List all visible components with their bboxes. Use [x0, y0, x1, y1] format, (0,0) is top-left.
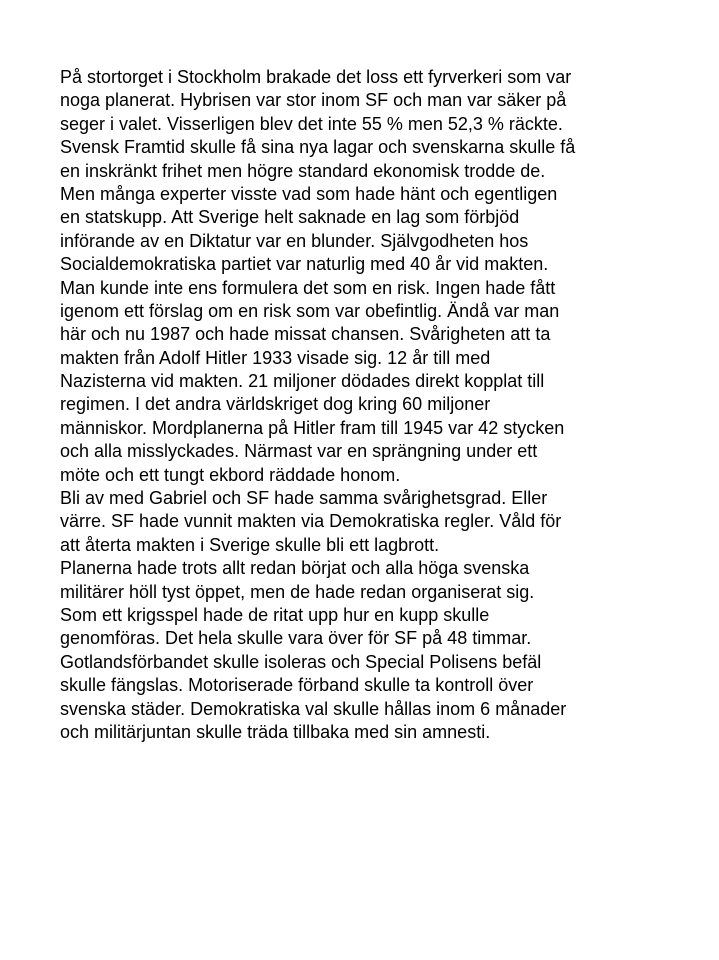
text-line: här och nu 1987 och hade missat chansen. Svårigheten att ta: [60, 324, 551, 345]
text-line: människor. Mordplanerna på Hitler fram till 1945 var 42 stycken: [60, 417, 565, 438]
text-line: regimen. I det andra världskriget dog kring 60 miljoner: [60, 394, 491, 415]
text-line: Bli av med Gabriel och SF hade samma svårighetsgrad. Eller: [60, 488, 548, 509]
text-line: möte och ett tungt ekbord räddade honom.: [60, 464, 401, 485]
text-line: en inskränkt frihet men högre standard ekonomisk trodde de.: [60, 160, 546, 181]
text-line: Planerna hade trots allt redan börjat och alla höga svenska: [60, 558, 530, 579]
text-line: att återta makten i Sverige skulle bli ett lagbrott.: [60, 534, 440, 555]
text-line: Gotlandsförbandet skulle isoleras och Special Polisens befäl: [60, 651, 542, 672]
body-text: [60, 66, 680, 744]
text-line: Nazisterna vid makten. 21 miljoner dödades direkt kopplat till: [60, 371, 545, 392]
text-line: igenom ett förslag om en risk som var obefintlig. Ändå var man: [60, 300, 560, 321]
text-line: Men många experter visste vad som hade hänt och egentligen: [60, 183, 558, 204]
text-line: Som ett krigsspel hade de ritat upp hur en kupp skulle: [60, 604, 490, 625]
text-line: och alla misslyckades. Närmast var en sprängning under ett: [60, 441, 538, 462]
text-line: svenska städer. Demokratiska val skulle hållas inom 6 månader: [60, 698, 567, 719]
text-line: en statskupp. Att Sverige helt saknade en lag som förbjöd: [60, 207, 520, 228]
text-line: värre. SF hade vunnit makten via Demokratiska regler. Våld för: [60, 511, 562, 532]
text-line: Svensk Framtid skulle få sina nya lagar och svenskarna skulle få: [60, 137, 576, 158]
text-line: seger i valet. Visserligen blev det inte 55 % men 52,3 % räckte.: [60, 113, 563, 134]
text-line: På stortorget i Stockholm brakade det loss ett fyrverkeri som var: [60, 67, 572, 87]
text-line: införande av en Diktatur var en blunder. Självgodheten hos: [60, 230, 529, 251]
text-line: Man kunde inte ens formulera det som en risk. Ingen hade fått: [60, 277, 556, 298]
text-line: skulle fängslas. Motoriserade förband skulle ta kontroll över: [60, 675, 534, 696]
text-line: Socialdemokratiska partiet var naturlig med 40 år vid makten.: [60, 254, 549, 275]
text-line: genomföras. Det hela skulle vara över för SF på 48 timmar.: [60, 628, 532, 649]
text-line: makten från Adolf Hitler 1933 visade sig. 12 år till med: [60, 347, 491, 368]
text-line: noga planerat. Hybrisen var stor inom SF och man var säker på: [60, 90, 567, 111]
text-line: militärer höll tyst öppet, men de hade redan organiserat sig.: [60, 581, 535, 602]
text-line: och militärjuntan skulle träda tillbaka med sin amnesti.: [60, 721, 491, 742]
